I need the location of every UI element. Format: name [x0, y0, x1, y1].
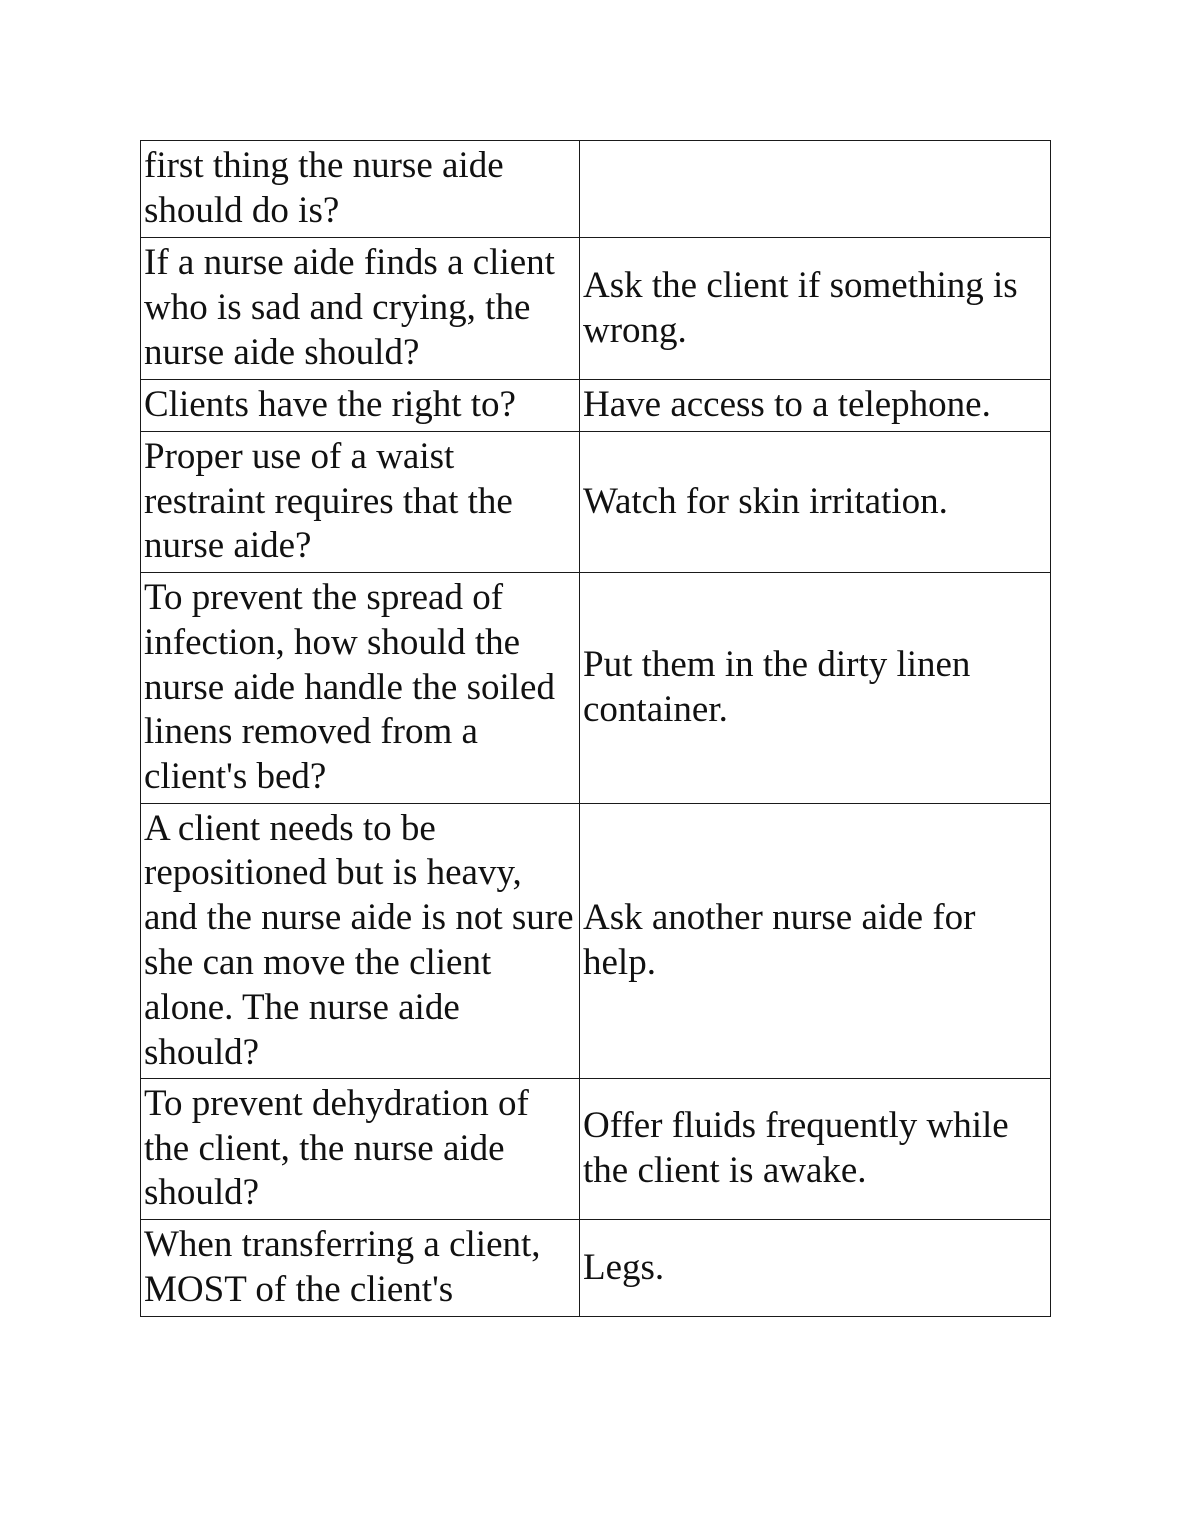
answer-cell — [580, 141, 1051, 238]
table-row — [141, 573, 1051, 804]
question-cell: first thing the nurse aide should do is? — [141, 141, 580, 238]
table-row — [141, 141, 1051, 238]
question-cell: When transferring a client, MOST of the client's — [141, 1220, 580, 1317]
question-cell: To prevent dehydration of the client, the nurse aide should? — [141, 1079, 580, 1220]
answer-cell: Have access to a telephone. — [580, 380, 1051, 432]
answer-cell: Put them in the dirty linen container. — [580, 573, 1051, 804]
qa-table — [140, 140, 1051, 1317]
table-row — [141, 380, 1051, 432]
answer-cell: Watch for skin irritation. — [580, 432, 1051, 573]
answer-cell: Ask the client if something is wrong. — [580, 238, 1051, 380]
answer-cell: Offer fluids frequently while the client is awake. — [580, 1079, 1051, 1220]
question-cell: Proper use of a waist restraint requires that the nurse aide? — [141, 432, 580, 573]
question-cell: Clients have the right to? — [141, 380, 580, 432]
table-row — [141, 238, 1051, 380]
question-cell: To prevent the spread of infection, how should the nurse aide handle the soiled linens removed from a client's bed? — [141, 573, 580, 804]
table-row — [141, 1220, 1051, 1317]
table-row — [141, 804, 1051, 1079]
question-cell: If a nurse aide finds a client who is sad and crying, the nurse aide should? — [141, 238, 580, 380]
answer-cell: Ask another nurse aide for help. — [580, 804, 1051, 1079]
answer-cell: Legs. — [580, 1220, 1051, 1317]
question-cell: A client needs to be repositioned but is heavy, and the nurse aide is not sure she can move the client alone. The nurse aide should? — [141, 804, 580, 1079]
table-row — [141, 1079, 1051, 1220]
table-row — [141, 432, 1051, 573]
